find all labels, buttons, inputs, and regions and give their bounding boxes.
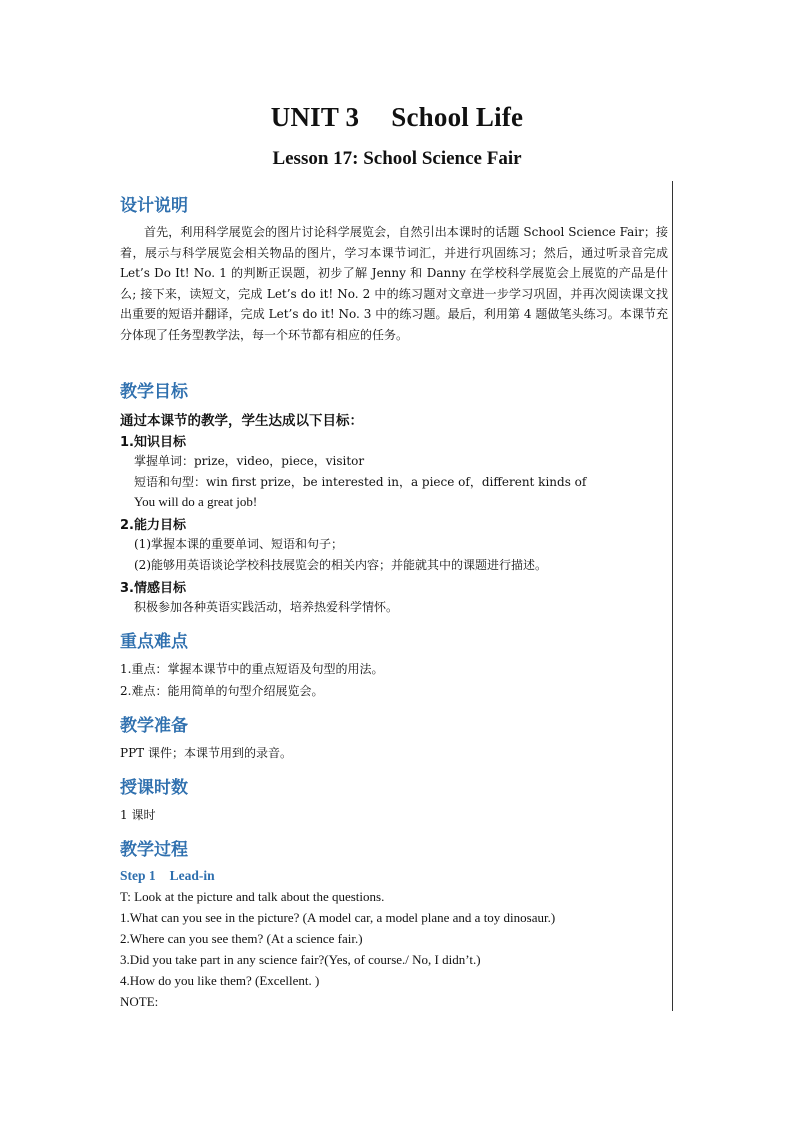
keypoint-key: 1.重点：掌握本课节中的重点短语及句型的用法。 [120,662,384,676]
process-line-2: 1.What can you see in the picture? (A model car, a model plane and a toy dinosaur.) [120,910,556,925]
hours-text: 1 课时 [120,808,156,822]
design-paragraph: 首先，利用科学展览会的图片讨论科学展览会，自然引出本课时的话题 School Science Fair；接着，展示与科学展览会相关物品的图片，学习本课节词汇，并进行巩固练习；然后，通过听录音完成 Let’s Do It! No. 1 的判断正误题，初步了解 Jenny 和 Danny 在学校科学展览会上展览的产品是什么; 接下来，读短文，完成 Let’s do it! No. 2 中的练习题对文章进一步学习巩固，并再次阅读课文找出重要的短语并翻译，完成 Let’s do it! No. 3 中的练习题。最后，利用第 4 题做笔头练习。本课节充分体现了任务型教学法，每一个环节都有相应的任务。 [120,225,668,342]
keypoint-difficult: 2.难点：能用简单的句型介绍展览会。 [120,684,324,698]
heading-hours: 授课时数 [120,778,188,798]
lesson-title: Lesson 17: School Science Fair [272,148,522,169]
step-name: Lead-in [169,868,215,883]
process-line-4: 3.Did you take part in any science fair?(Yes, of course./ No, I didn’t.) [120,952,481,967]
knowledge-title: 1.知识目标 [120,435,186,450]
heading-design: 设计说明 [120,196,188,216]
page-title [0,102,794,133]
ability-title: 2.能力目标 [120,518,186,533]
unit-name: School Life [391,102,524,132]
preparation-text: PPT 课件；本课节用到的录音。 [120,746,292,760]
step-label: Step 1 [120,868,156,883]
step-1-title [120,868,215,884]
ability-item-1: (1)掌握本课的重要单词、短语和句子； [134,537,343,551]
ability-item-2: (2)能够用英语谈论学校科技展览会的相关内容；并能就其中的课题进行描述。 [134,558,548,572]
emotion-text: 积极参加各种英语实践活动，培养热爱科学情怀。 [134,600,399,614]
heading-objectives: 教学目标 [120,382,188,402]
heading-process: 教学过程 [120,840,188,860]
knowledge-words: 掌握单词：prize，video，piece，visitor [134,454,365,468]
heading-keypoints: 重点难点 [120,632,188,652]
knowledge-phrases: 短语和句型：win first prize，be interested in，a piece of，different kinds of [134,475,587,489]
heading-preparation: 教学准备 [120,716,188,736]
emotion-title: 3.情感目标 [120,581,186,596]
unit-label: UNIT 3 [270,102,360,132]
objectives-intro: 通过本课节的教学，学生达成以下目标： [120,413,363,429]
knowledge-sentence: You will do a great job! [134,494,258,509]
margin-rule [672,181,673,1011]
process-line-1: T: Look at the picture and talk about the questions. [120,889,385,904]
process-line-5: 4.How do you like them? (Excellent. ) [120,973,320,988]
process-note: NOTE: [120,994,159,1009]
process-line-3: 2.Where can you see them? (At a science fair.) [120,931,363,946]
